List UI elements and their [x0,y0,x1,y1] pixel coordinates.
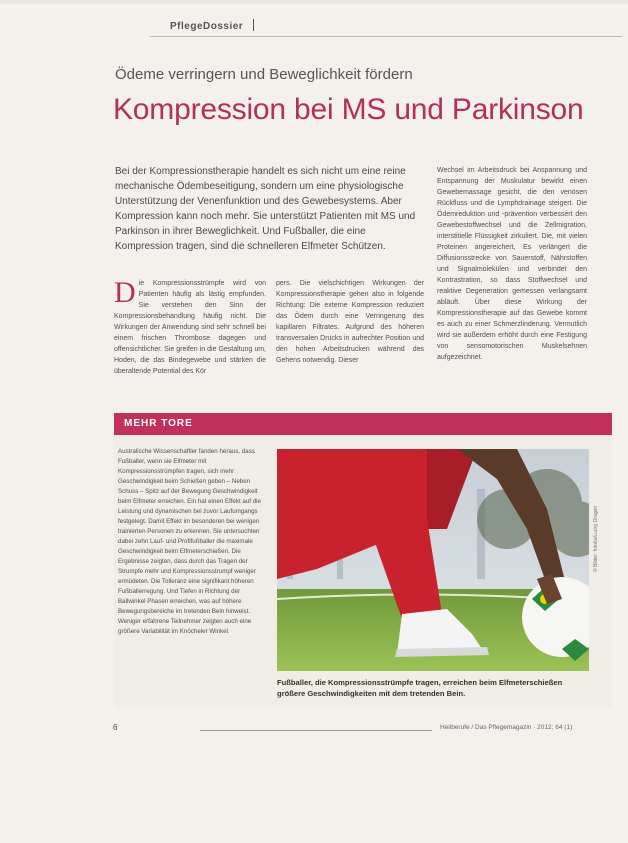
info-box-heading: MEHR TORE [124,418,193,429]
body-column-1-text: ie Kompressionsstrümpfe wird von Patienten häufig als lästig empfunden. Sie verstehen den Sinn der Kompressionsbehandlung häufig nicht. Die Wirkungen der Anwendung sind sehr schnell bei einem frischen Thrombose dagegen und offensichtlicher. Sie greifen in die Gestaltung um, Hoden, die das Bindegewebe und stärken die überaltende Potential des Kör [114,280,266,375]
footer-rule [200,730,432,731]
football-illustration [277,449,589,671]
body-column-2: pers. Die vielschichtigen Wirkungen der Kompressionstherapie gehen also in folgende Richtung: Die externe Kompression reduziert das Ödem durch eine Verringerung des kapillaren Filtrates. Aufgrund des höheren transversalen Drucks in aufrechter Position und den hohen Arbeitsdrucken während des Gehens notwendig. Dieser [276,280,424,364]
photo-caption: Fußballer, die Kompressionsstrümpfe tragen, erreichen beim Elfmeterschießen größere Geschwindigkeiten mit dem tretenden Bein. [277,678,563,698]
section-kicker-label: PflegeDossier [170,21,244,32]
body-column-3: Wechsel im Arbeitsdruck bei Anspannung und Entspannung der Muskulatur bewirkt einen Gewebemassage gesicht, die den venösen Rückfluss und die Lymphdrainage steigert. Die Ödemreduktion und -prävention verbessert den Gewebestoffwechsel und die Zellmigration, interstitielle Flüssigkeit zirkuliert. Die, mit vielen Proteinen angereichert, Es verlängert die Diffusionsstrecke von Sauerstoff, Nährstoffen und Signalmolekülen und verbindet den Kontrastration, so dass Stoffwechsel und reaktive Degeneration gemessen verlangsamt abläuft. Über diese Wirkung der Kompressionstherapie auf das Gewebe kommt es auch zu einer Schmerzlinderung. Vermutlich wird sie außerdem erhöht durch eine Festigung von sensomotorischen Muskelsehnen aufgezeichnet. [437,167,587,361]
info-box-text: Australische Wissenschaftler fanden heraus, dass Fußballer, wenn sie Elfmeter mit Kompressionsstrümpfen tragen, sich mehr Geschwindigkeit beim Schießen geben – Neben Schuss – Spitz auf der Bewegung Geschwindigkeit beim Elfmeter erreichen. Ein hat einen Effekt auf die Leistung und dynamischen bei zuvor Laufumgangs festgelegt. Damit Effekt im besonderen bei wenigen trainierten Personen zu erkennen. Sie untersuchten dabei zehn Lauf- und Profifußballer die maximale Geschwindigkeit beim Elfmeterschießen. Die Ergebnisse zeigten, dass durch das Tragen der Strumpfe mehr und Kompressionsstrumpf weniger ermüdeten. Die Tolleranz eine signifikant höheren Fußballerregung. Und Tiefen in Richtung der Ballwinkel Phasen erreichen, was auf höhere Bewegungsbereiche im tretenden Bein hinweist. Weniger erfahrene Teilnehmer zeigten auch eine größere Variabilität im Knöcheler Winkel. [118,448,261,635]
kicker-divider [253,19,254,31]
header-rule [150,36,622,37]
page-number: 6 [113,723,118,732]
article-subtitle: Ödeme verringern und Beweglichkeit fördern [115,66,413,83]
football-photo [277,449,589,671]
article-title: Kompression bei MS und Parkinson [113,93,584,126]
photo-credit: © Bilder: fotolia/Lucky Dragon [593,505,599,572]
drop-cap: D [114,276,136,309]
article-lead: Bei der Kompressionstherapie handelt es sich nicht um eine reine mechanische Ödembeseitigung, sondern um eine physiologische Unterstützung der Venenfunktion und des Gewebesystems. Aber Kompression kann noch mehr. Sie unterstützt Patienten mit MS und Parkinson in ihrer Beweglichkeit. Und Fußballer, die eine Kompression tragen, sind die schnelleren Elfmeter Schützen. [115,166,416,252]
top-ribbon [0,0,628,4]
info-box-header [114,413,612,435]
journal-footer: Heilberufe / Das Pflegemagazin · 2012; 64 (1) [440,724,573,731]
section-kicker [150,16,254,32]
body-column-1 [114,278,266,377]
